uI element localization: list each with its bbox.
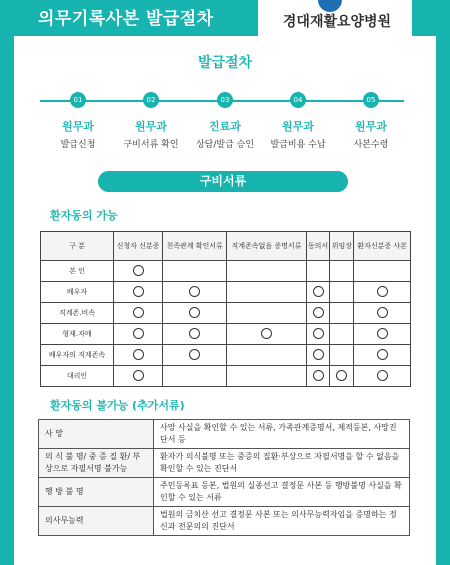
required-circle-icon xyxy=(261,328,272,339)
table-cell xyxy=(330,282,354,303)
required-documents: 법원의 금치산 선고 결정문 사본 또는 의사무능력자임을 증명하는 정신과 전문의의 진단서 xyxy=(154,507,410,536)
table-cell xyxy=(330,303,354,324)
table-row xyxy=(41,261,411,282)
required-circle-icon xyxy=(336,370,347,381)
step-1 xyxy=(38,92,118,150)
table-cell xyxy=(227,282,306,303)
table-cell xyxy=(114,345,163,366)
required-circle-icon xyxy=(189,328,200,339)
step-description: 발급신청 xyxy=(60,140,96,150)
row-label: 배우자의 직계존속 xyxy=(41,345,114,366)
required-circle-icon xyxy=(377,286,388,297)
table-cell xyxy=(354,282,411,303)
table-cell xyxy=(330,324,354,345)
required-circle-icon xyxy=(189,307,200,318)
table-cell xyxy=(354,261,411,282)
table-row xyxy=(41,303,411,324)
documents-banner: 구비서류 xyxy=(98,171,348,192)
required-circle-icon xyxy=(189,286,200,297)
page-title: 의무기록사본 발급절차 xyxy=(38,8,214,29)
step-description: 사본수령 xyxy=(353,140,389,150)
step-description: 구비서류 확인 xyxy=(123,140,179,150)
required-circle-icon xyxy=(377,307,388,318)
row-label: 직계존.비속 xyxy=(41,303,114,324)
column-header: 위임장 xyxy=(330,232,354,261)
procedure-title: 발급절차 xyxy=(197,55,253,71)
table-cell xyxy=(114,282,163,303)
table-cell xyxy=(163,345,227,366)
required-circle-icon xyxy=(377,370,388,381)
step-number-badge: 04 xyxy=(290,92,306,108)
required-circle-icon xyxy=(313,349,324,360)
step-department: 원무과 xyxy=(355,120,387,133)
table-cell xyxy=(163,366,227,387)
table-cell xyxy=(114,261,163,282)
required-circle-icon xyxy=(313,328,324,339)
consent-possible-table xyxy=(40,231,411,387)
table-row xyxy=(39,420,410,449)
table-cell xyxy=(306,366,330,387)
required-documents: 환자가 의식불명 또는 중증의 질환·부상으로 자필서명을 할 수 없음을 확인할 수 있는 진단서 xyxy=(154,449,410,478)
table-cell xyxy=(354,366,411,387)
required-circle-icon xyxy=(133,286,144,297)
column-header: 친족관계 확인서류 xyxy=(163,232,227,261)
required-circle-icon xyxy=(313,286,324,297)
required-circle-icon xyxy=(133,265,144,276)
table-row xyxy=(41,366,411,387)
required-circle-icon xyxy=(313,307,324,318)
table-row xyxy=(41,282,411,303)
step-description: 발급비용 수납 xyxy=(270,140,326,150)
step-department: 진료과 xyxy=(209,120,241,133)
required-circle-icon xyxy=(377,328,388,339)
table-row xyxy=(41,345,411,366)
table-cell xyxy=(330,366,354,387)
table-cell xyxy=(114,366,163,387)
condition-label: 행 방 불 명 xyxy=(39,478,154,507)
table-row xyxy=(39,478,410,507)
step-number-badge: 02 xyxy=(143,92,159,108)
table-cell xyxy=(306,345,330,366)
step-department: 원무과 xyxy=(135,120,167,133)
step-number-badge: 01 xyxy=(70,92,86,108)
table-row xyxy=(41,324,411,345)
consent-possible-title: 환자동의 가능 xyxy=(50,209,118,222)
step-description: 상담/발급 승인 xyxy=(195,140,255,150)
consent-impossible-title: 환자동의 불가능 (추가서류) xyxy=(50,399,185,412)
table-cell xyxy=(306,261,330,282)
table-cell xyxy=(114,303,163,324)
table-cell xyxy=(354,345,411,366)
table-cell xyxy=(227,345,306,366)
row-label: 배우자 xyxy=(41,282,114,303)
table-cell xyxy=(227,324,306,345)
step-department: 원무과 xyxy=(62,120,94,133)
required-circle-icon xyxy=(189,349,200,360)
table-row xyxy=(39,507,410,536)
column-header: 직계존속없음 증명서류 xyxy=(227,232,306,261)
table-cell xyxy=(227,366,306,387)
table-cell xyxy=(163,303,227,324)
table-cell xyxy=(306,282,330,303)
required-circle-icon xyxy=(133,307,144,318)
required-circle-icon xyxy=(133,370,144,381)
table-cell xyxy=(227,261,306,282)
column-header: 구 분 xyxy=(41,232,114,261)
required-circle-icon xyxy=(133,328,144,339)
condition-label: 의사무능력 xyxy=(39,507,154,536)
required-circle-icon xyxy=(133,349,144,360)
condition-label: 의 식 불 명/ 중 증 질 환/ 부상으로 자필서명 불가능 xyxy=(39,449,154,478)
step-number-badge: 05 xyxy=(363,92,379,108)
step-department: 원무과 xyxy=(282,120,314,133)
required-documents: 사망 사실을 확인할 수 있는 서류, 가족관계증명서, 제적등본, 사망진단서 등 xyxy=(154,420,410,449)
row-label: 형재.자매 xyxy=(41,324,114,345)
table-cell xyxy=(163,324,227,345)
table-cell xyxy=(330,345,354,366)
step-3 xyxy=(185,92,265,150)
table-cell xyxy=(306,303,330,324)
hospital-name: 경대재활요양병원 xyxy=(282,14,392,30)
required-documents: 주민등록표 등본, 법원의 실종선고 결정문 사본 등 행방불명 사실을 확인할 수 있는 서류 xyxy=(154,478,410,507)
step-4 xyxy=(258,92,338,150)
column-header: 동의서 xyxy=(306,232,330,261)
row-label: 본 인 xyxy=(41,261,114,282)
column-header: 환자신분증 사본 xyxy=(354,232,411,261)
consent-impossible-table xyxy=(38,419,410,536)
required-circle-icon xyxy=(377,349,388,360)
condition-label: 사 망 xyxy=(39,420,154,449)
table-cell xyxy=(330,261,354,282)
required-circle-icon xyxy=(313,370,324,381)
table-cell xyxy=(354,303,411,324)
step-number-badge: 03 xyxy=(217,92,233,108)
table-cell xyxy=(227,303,306,324)
table-cell xyxy=(354,324,411,345)
step-5 xyxy=(331,92,411,150)
table-cell xyxy=(163,282,227,303)
column-header: 신청자 신분증 xyxy=(114,232,163,261)
step-2 xyxy=(111,92,191,150)
table-cell xyxy=(114,324,163,345)
table-row xyxy=(39,449,410,478)
table-header-row xyxy=(41,232,411,261)
table-cell xyxy=(163,261,227,282)
table-cell xyxy=(306,324,330,345)
row-label: 대리인 xyxy=(41,366,114,387)
